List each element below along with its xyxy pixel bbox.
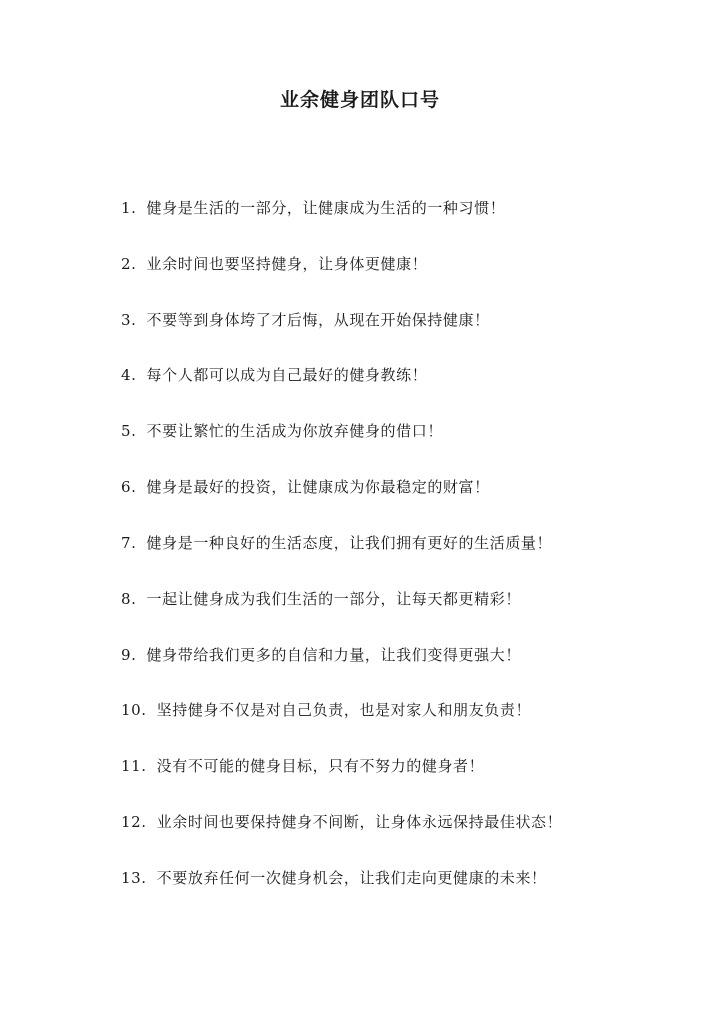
slogan-item — [121, 812, 681, 832]
slogan-text: 健身是最好的投资，让健康成为你最稳定的财富！ — [146, 478, 490, 496]
slogan-item — [121, 198, 681, 218]
slogan-number: 1. — [121, 199, 137, 217]
slogan-text: 业余时间也要保持健身不间断，让身体永远保持最佳状态！ — [156, 813, 563, 831]
slogan-text: 健身是生活的一部分，让健康成为生活的一种习惯！ — [146, 199, 506, 217]
slogan-number: 13. — [121, 869, 147, 887]
slogan-text: 不要等到身体垮了才后悔，从现在开始保持健康！ — [146, 311, 490, 329]
slogan-number: 12. — [121, 813, 147, 831]
slogan-number: 4. — [121, 366, 137, 384]
document-title: 业余健身团队口号 — [279, 89, 440, 111]
slogan-item — [121, 756, 681, 776]
slogan-number: 2. — [121, 255, 137, 273]
slogan-number: 8. — [121, 590, 137, 608]
slogan-text: 每个人都可以成为自己最好的健身教练！ — [146, 366, 428, 384]
slogan-number: 10. — [121, 701, 147, 719]
slogan-number: 9. — [121, 646, 137, 664]
slogan-text: 一起让健身成为我们生活的一部分，让每天都更精彩！ — [146, 590, 521, 608]
slogan-text: 业余时间也要坚持健身，让身体更健康！ — [146, 255, 428, 273]
slogan-item — [121, 533, 681, 553]
slogan-item — [121, 868, 681, 888]
slogan-item — [121, 700, 681, 720]
slogan-number: 3. — [121, 311, 137, 329]
slogan-text: 不要让繁忙的生活成为你放弃健身的借口！ — [146, 422, 443, 440]
slogan-text: 不要放弃任何一次健身机会，让我们走向更健康的未来！ — [156, 869, 547, 887]
slogan-number: 11. — [121, 757, 147, 775]
slogan-number: 6. — [121, 478, 137, 496]
slogan-text: 健身是一种良好的生活态度，让我们拥有更好的生活质量！ — [146, 534, 553, 552]
slogan-item — [121, 477, 681, 497]
slogan-number: 5. — [121, 422, 137, 440]
slogan-text: 健身带给我们更多的自信和力量，让我们变得更强大！ — [146, 646, 521, 664]
slogan-item — [121, 645, 681, 665]
slogan-item — [121, 254, 681, 274]
slogan-item — [121, 365, 681, 385]
slogan-item — [121, 421, 681, 441]
slogan-text: 没有不可能的健身目标，只有不努力的健身者！ — [156, 757, 485, 775]
slogan-item — [121, 310, 681, 330]
slogan-item — [121, 589, 681, 609]
slogan-text: 坚持健身不仅是对自己负责，也是对家人和朋友负责！ — [156, 701, 532, 719]
slogan-number: 7. — [121, 534, 137, 552]
